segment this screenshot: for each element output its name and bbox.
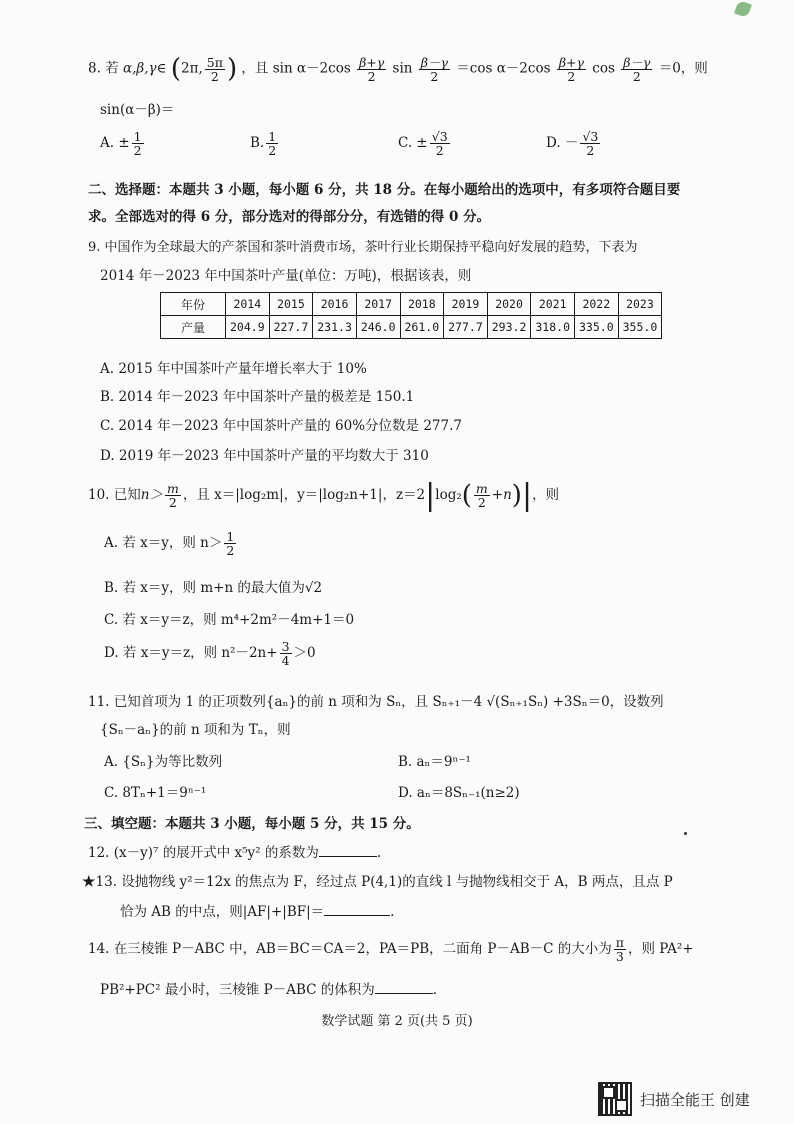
q10-frac-inner-den: 2 bbox=[477, 495, 486, 510]
q9-option-a: A. 2015 年中国茶叶产量年增长率大于 10% bbox=[100, 361, 367, 377]
table-cell-output: 227.7 bbox=[269, 316, 313, 339]
question-10-line-1 bbox=[88, 478, 559, 513]
q8-option-a-label: A. ± bbox=[100, 135, 130, 151]
q14-text-b: ，则 PA²+ bbox=[628, 941, 694, 957]
q8-option-b-frac bbox=[266, 130, 278, 157]
q8-option-d bbox=[546, 130, 602, 157]
q10-option-d bbox=[104, 640, 316, 667]
q10-option-d-tail: ＞0 bbox=[293, 645, 316, 661]
table-cell-output: 231.3 bbox=[313, 316, 357, 339]
q10-abs-close: | bbox=[521, 478, 533, 513]
q9-option-c: C. 2014 年－2023 年中国茶叶产量的 60%分位数是 277.7 bbox=[100, 418, 462, 434]
q11-option-b: B. aₙ＝9ⁿ⁻¹ bbox=[398, 754, 471, 770]
table-header-year: 年份 bbox=[161, 293, 226, 316]
q8-frac-4-den: 2 bbox=[632, 68, 641, 84]
scanner-watermark: 扫描全能王 创建 bbox=[640, 1091, 750, 1109]
q10-option-a bbox=[104, 530, 238, 557]
table-cell-year: 2014 bbox=[226, 293, 270, 316]
table-cell-year: 2020 bbox=[487, 293, 531, 316]
q14-text-a: 14. 在三棱锥 P－ABC 中，AB＝BC＝CA＝2，PA＝PB，二面角 P－AB－C 的大小为 bbox=[88, 941, 612, 957]
q10-option-a-text: A. 若 x＝y，则 n＞ bbox=[104, 535, 223, 551]
q10-inner-tail: +n bbox=[491, 487, 512, 503]
q14-frac-pi3 bbox=[614, 936, 626, 963]
q8-option-c-frac bbox=[430, 130, 450, 157]
question-8-line-2: sin(α－β)＝ bbox=[100, 102, 175, 118]
q10-frac-inner-num: m bbox=[475, 481, 488, 496]
q8-option-c bbox=[398, 130, 452, 157]
q8-interval-a: 2π, bbox=[181, 60, 203, 77]
question-14-line-2 bbox=[100, 978, 437, 998]
q8-option-b-den: 2 bbox=[268, 143, 277, 158]
q8-frac-2-den: 2 bbox=[430, 68, 439, 84]
q12-end: . bbox=[376, 845, 382, 861]
table-cell-year: 2023 bbox=[618, 293, 662, 316]
table-cell-year: 2015 bbox=[269, 293, 313, 316]
question-14-line-1 bbox=[88, 936, 694, 963]
q8-frac-1 bbox=[357, 56, 386, 83]
table-cell-output: 293.2 bbox=[487, 316, 531, 339]
q8-frac-4-num: β－γ bbox=[623, 54, 651, 70]
table-cell-year: 2017 bbox=[356, 293, 400, 316]
q14-answer-blank[interactable] bbox=[375, 979, 433, 994]
table-cell-year: 2019 bbox=[444, 293, 488, 316]
q8-cos: cos bbox=[592, 60, 615, 77]
q10-option-b: B. 若 x＝y，则 m+n 的最大值为√2 bbox=[104, 580, 323, 596]
q10-defs: ，且 x＝|log₂m|，y＝|log₂n+1|，z＝2 bbox=[182, 487, 426, 503]
q10-n-gt: n＞ bbox=[140, 487, 163, 503]
q10-log2: log₂ bbox=[435, 487, 462, 503]
section-2-heading-line-2: 求。全部选对的得 6 分，部分选对的得部分分，有选错的得 0 分。 bbox=[88, 209, 491, 225]
q10-tail: ，则 bbox=[532, 487, 560, 503]
q10-option-a-den: 2 bbox=[226, 543, 235, 558]
q8-option-b-num: 1 bbox=[268, 129, 277, 144]
q10-option-a-num: 1 bbox=[226, 529, 235, 544]
q8-paren-open: ( bbox=[170, 54, 182, 84]
q8-option-b bbox=[250, 130, 280, 157]
q8-frac-4 bbox=[621, 56, 652, 83]
table-cell-output: 355.0 bbox=[618, 316, 662, 339]
q8-paren-close: ) bbox=[226, 54, 238, 84]
table-cell-year: 2018 bbox=[400, 293, 444, 316]
q8-sin: sin bbox=[392, 60, 413, 77]
question-12 bbox=[88, 841, 381, 861]
q8-frac-3-den: 2 bbox=[567, 68, 576, 84]
q8-lead: 若 bbox=[105, 60, 119, 77]
table-cell-output: 246.0 bbox=[356, 316, 400, 339]
scan-speck bbox=[684, 832, 687, 835]
q8-option-a-den: 2 bbox=[133, 143, 142, 158]
q8-option-d-num: √3 bbox=[582, 129, 599, 144]
q13-text: 恰为 AB 的中点，则|AF|+|BF|＝ bbox=[120, 904, 325, 920]
q8-option-a-num: 1 bbox=[133, 129, 142, 144]
q8-frac-5pi-den: 2 bbox=[210, 68, 219, 84]
q10-frac-m2-num: m bbox=[166, 481, 179, 496]
q8-number: 8. bbox=[88, 60, 101, 77]
q10-frac-m2-den: 2 bbox=[168, 495, 177, 510]
table-row bbox=[161, 293, 662, 316]
q8-mid: ，且 sin α－2cos bbox=[241, 60, 351, 77]
q8-option-c-den: 2 bbox=[435, 143, 444, 158]
q10-abs-open: | bbox=[425, 478, 436, 513]
q8-option-c-label: C. ± bbox=[398, 135, 428, 151]
q8-option-d-den: 2 bbox=[586, 143, 595, 158]
q8-option-c-num: √3 bbox=[431, 129, 448, 144]
table-cell-output: 277.7 bbox=[444, 316, 488, 339]
q8-option-d-label: D. － bbox=[546, 135, 579, 151]
q10-number: 10. 已知 bbox=[88, 487, 141, 503]
q8-option-d-frac bbox=[580, 130, 600, 157]
corner-leaf-decoration bbox=[734, 0, 752, 18]
q14-text-2: PB²+PC² 最小时，三棱锥 P－ABC 的体积为 bbox=[100, 982, 375, 998]
q10-frac-inner bbox=[474, 482, 490, 509]
q11-option-d: D. aₙ＝8Sₙ₋₁(n≥2) bbox=[398, 785, 520, 801]
q12-text: 12. (x－y)⁷ 的展开式中 x⁵y² 的系数为 bbox=[88, 845, 319, 861]
q8-frac-3 bbox=[557, 56, 586, 83]
question-13-line-2 bbox=[120, 900, 394, 920]
q10-option-d-den: 4 bbox=[281, 653, 290, 668]
q8-frac-3-num: β+γ bbox=[558, 54, 584, 70]
question-11-line-2: {Sₙ－aₙ}的前 n 项和为 Tₙ，则 bbox=[100, 722, 291, 738]
q14-frac-pi3-den: 3 bbox=[615, 949, 624, 964]
q10-paren-close: ) bbox=[511, 480, 522, 511]
q9-option-b: B. 2014 年－2023 年中国茶叶产量的极差是 150.1 bbox=[100, 389, 415, 405]
q10-frac-m2 bbox=[165, 482, 181, 509]
q14-frac-pi3-num: π bbox=[615, 935, 624, 950]
section-3-heading: 三、填空题：本题共 3 小题，每小题 5 分，共 15 分。 bbox=[84, 816, 420, 832]
q13-end: . bbox=[390, 904, 395, 920]
q11-option-c: C. 8Tₙ+1＝9ⁿ⁻¹ bbox=[104, 785, 207, 801]
table-cell-year: 2016 bbox=[313, 293, 357, 316]
question-9-line-1: 9. 中国作为全球最大的产茶国和茶叶消费市场，茶叶行业长期保持平稳向好发展的趋势，下表为 bbox=[88, 240, 638, 255]
q8-tail: ＝0，则 bbox=[658, 60, 708, 77]
q10-option-c: C. 若 x＝y＝z，则 m⁴+2m²－4m+1＝0 bbox=[104, 612, 355, 628]
q13-answer-blank[interactable] bbox=[324, 901, 390, 916]
q8-option-b-label: B. bbox=[250, 135, 265, 151]
q10-option-a-frac bbox=[224, 530, 236, 557]
table-row bbox=[161, 316, 662, 339]
q10-option-d-frac bbox=[280, 640, 292, 667]
q8-vars: α,β,γ∈ bbox=[122, 60, 167, 77]
table-cell-year: 2021 bbox=[531, 293, 575, 316]
section-2-heading-line-1: 二、选择题：本题共 3 小题，每小题 6 分，共 18 分。在每小题给出的选项中，有多项符合题目要 bbox=[88, 182, 681, 198]
table-cell-output: 261.0 bbox=[400, 316, 444, 339]
q8-frac-1-num: β+γ bbox=[359, 54, 385, 70]
q8-frac-1-den: 2 bbox=[367, 68, 376, 84]
question-11-line-1: 11. 已知首项为 1 的正项数列{aₙ}的前 n 项和为 Sₙ，且 Sₙ₊₁－4 √(Sₙ₊₁Sₙ) +3Sₙ＝0，设数列 bbox=[88, 694, 664, 710]
table-cell-output: 335.0 bbox=[575, 316, 619, 339]
q12-answer-blank[interactable] bbox=[319, 842, 377, 857]
q11-option-a: A. {Sₙ}为等比数列 bbox=[104, 754, 223, 770]
question-9-line-2: 2014 年－2023 年中国茶叶产量(单位：万吨)，根据该表，则 bbox=[100, 268, 472, 284]
table-cell-output: 318.0 bbox=[531, 316, 575, 339]
q8-frac-2-num: β－γ bbox=[420, 54, 448, 70]
page-footer: 数学试题 第 2 页(共 5 页) bbox=[321, 1014, 473, 1029]
q14-end: . bbox=[432, 982, 438, 998]
q8-eq: ＝cos α－2cos bbox=[456, 60, 551, 77]
q10-option-d-text: D. 若 x＝y＝z，则 n²－2n+ bbox=[104, 645, 278, 661]
table-header-output: 产量 bbox=[161, 316, 226, 339]
q8-option-a-frac bbox=[132, 130, 144, 157]
table-cell-year: 2022 bbox=[575, 293, 619, 316]
question-8-line-1 bbox=[88, 54, 708, 84]
q8-frac-2 bbox=[419, 56, 450, 83]
qr-code-icon bbox=[598, 1082, 632, 1116]
q8-option-a bbox=[100, 130, 146, 157]
q8-frac-5pi-num: 5π bbox=[206, 54, 223, 70]
q10-paren-open: ( bbox=[461, 480, 472, 511]
tea-output-table bbox=[160, 292, 662, 339]
q10-option-d-num: 3 bbox=[281, 639, 290, 654]
question-13-line-1: ★13. 设抛物线 y²＝12x 的焦点为 F，经过点 P(4,1)的直线 l 与抛物线相交于 A，B 两点，且点 P bbox=[82, 874, 673, 890]
q9-option-d: D. 2019 年－2023 年中国茶叶产量的平均数大于 310 bbox=[100, 448, 429, 464]
q8-frac-5pi bbox=[205, 56, 225, 83]
table-cell-output: 204.9 bbox=[226, 316, 270, 339]
